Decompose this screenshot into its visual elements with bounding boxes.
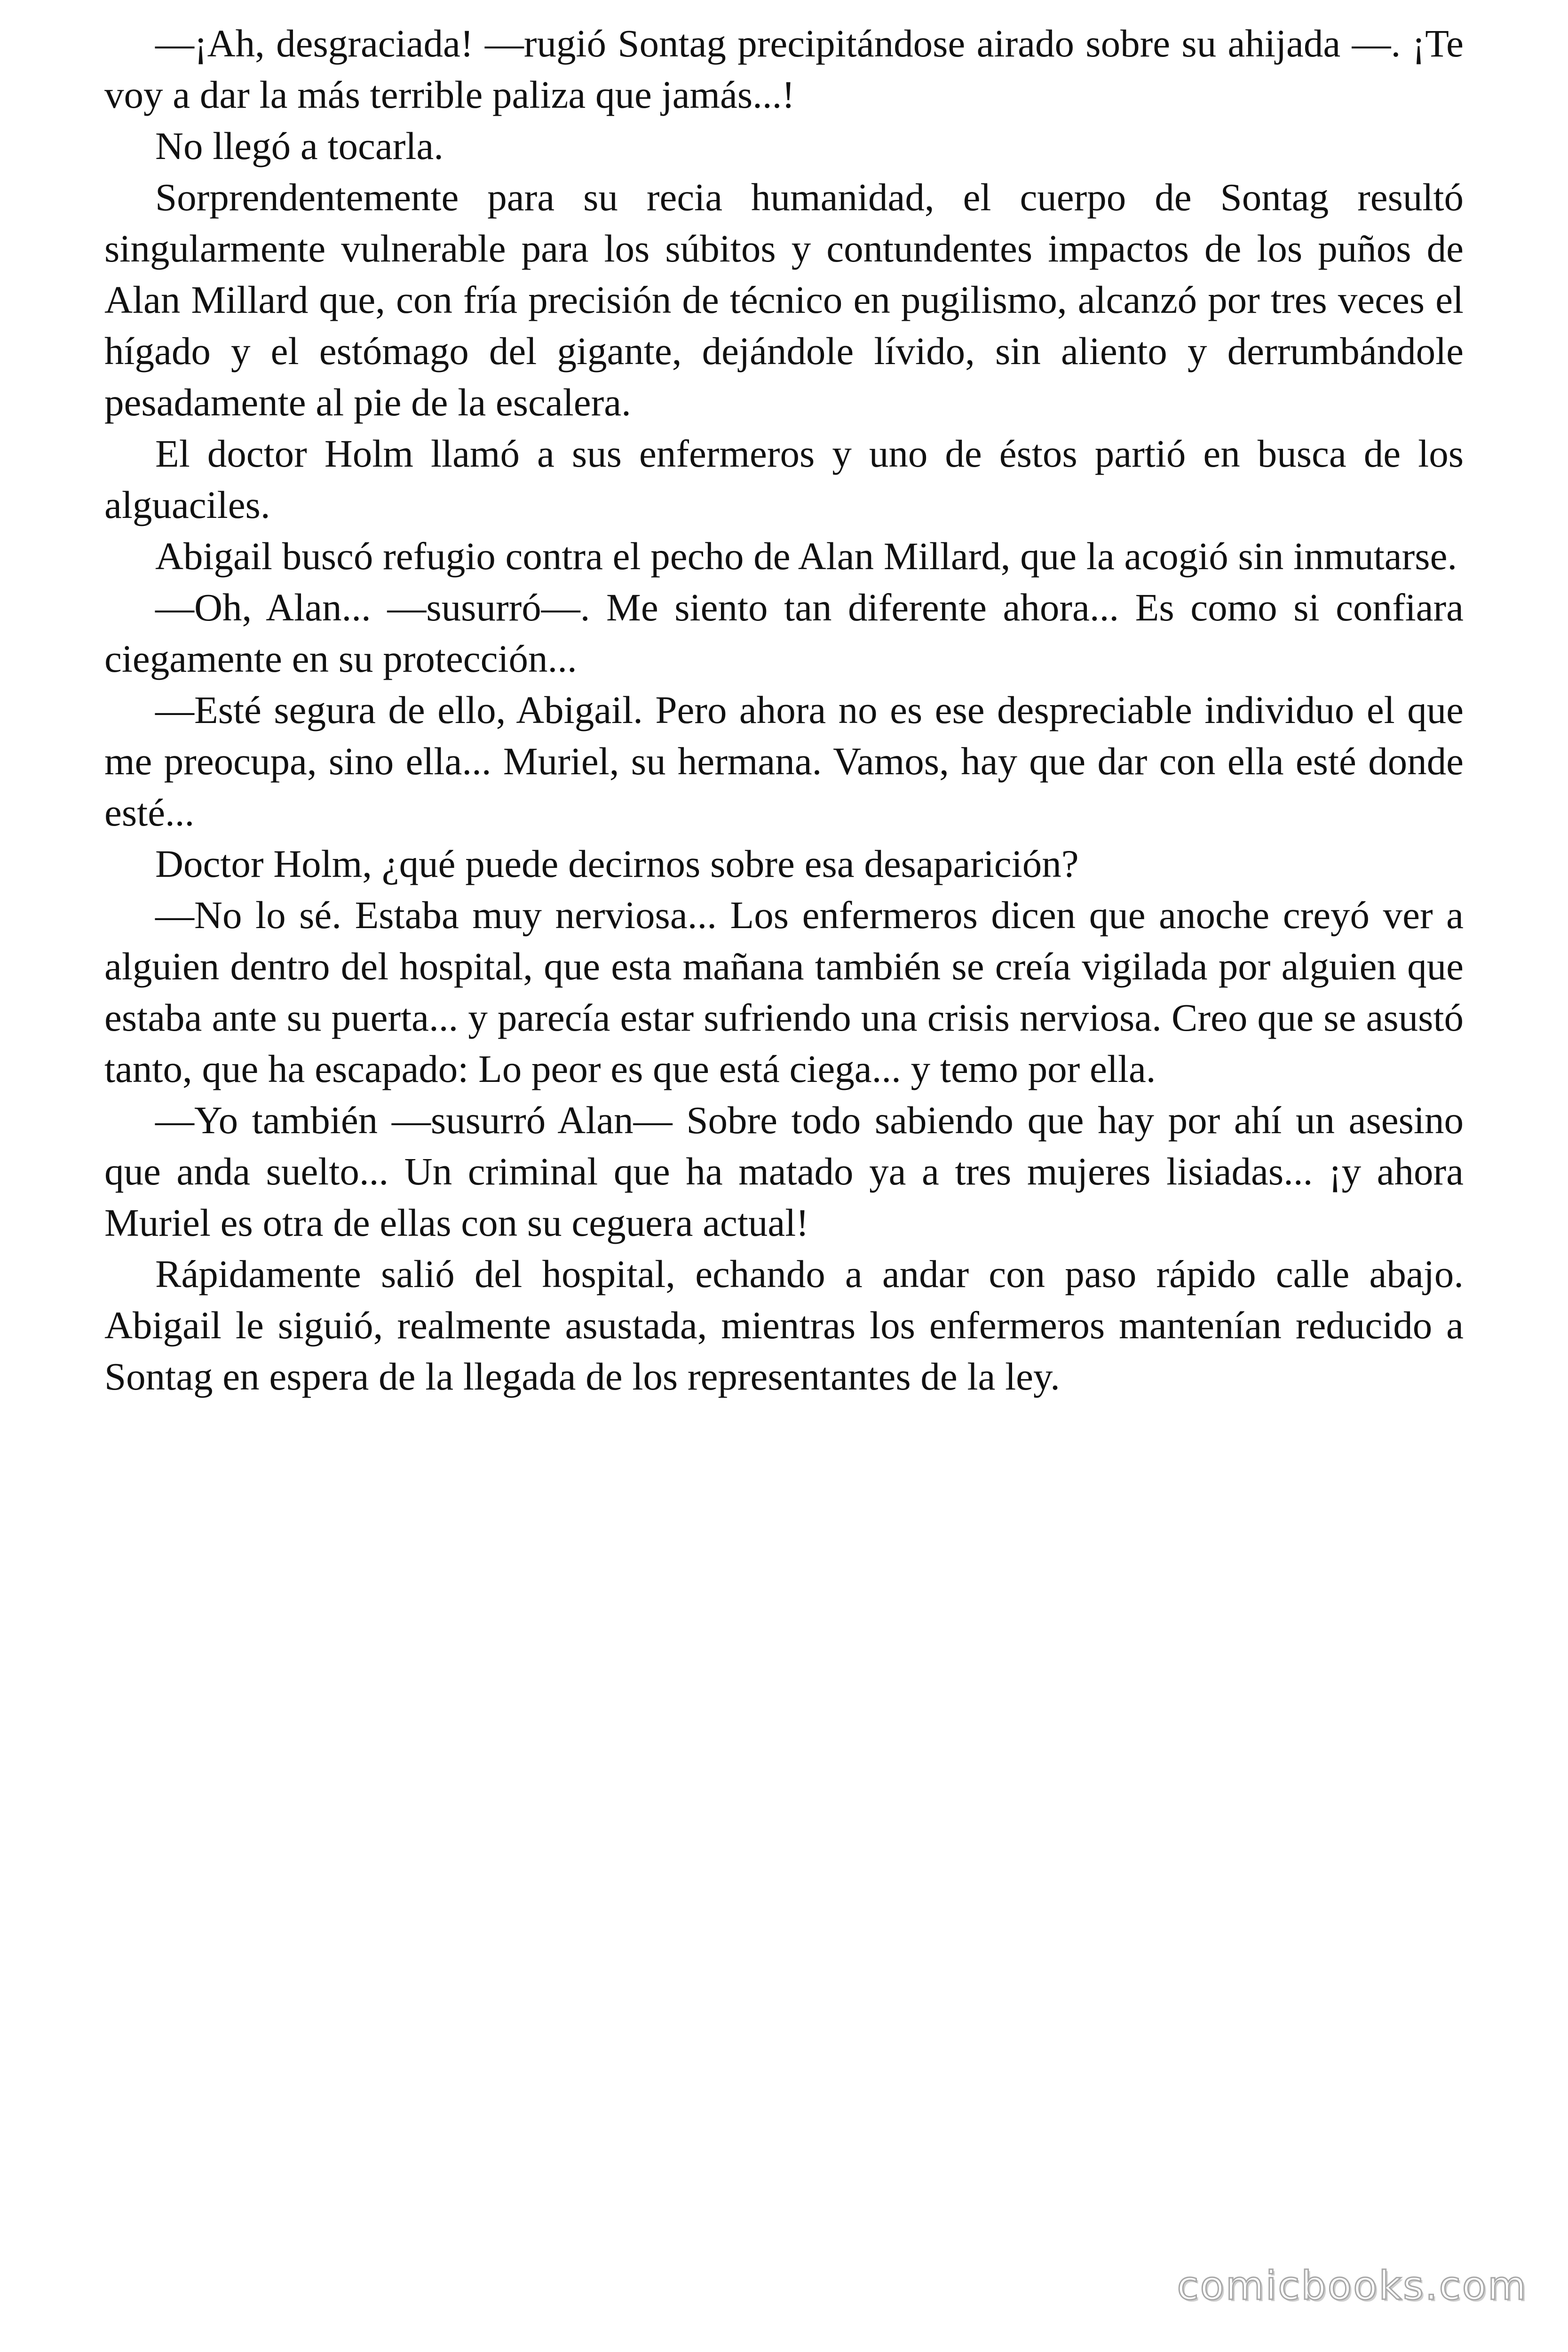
paragraph-6: —Oh, Alan... —susurró—. Me siento tan diferente ahora... Es como si confiara ciegamente en su protección... [104, 586, 1464, 680]
paragraph-8: Doctor Holm, ¿qué puede decirnos sobre esa desaparición? [155, 842, 1079, 885]
paragraph-5: Abigail buscó refugio contra el pecho de Alan Millard, que la acogió sin inmutarse. [155, 534, 1457, 578]
watermark: comicbooks.com [1177, 2263, 1528, 2309]
paragraph-1: —¡Ah, desgraciada! —rugió Sontag precipitándose airado sobre su ahijada —. ¡Te voy a dar la más terrible paliza que jamás...! [104, 22, 1464, 116]
paragraph-10: —Yo también —susurró Alan— Sobre todo sabiendo que hay por ahí un asesino que anda suelto... Un criminal que ha matado ya a tres mujeres lisiadas... ¡y ahora Muriel es otra de ellas con su ceguera actual! [104, 1098, 1464, 1244]
paragraph-7: —Esté segura de ello, Abigail. Pero ahora no es ese despreciable individuo el que me preocupa, sino ella... Muriel, su hermana. Vamos, hay que dar con ella esté donde esté... [104, 688, 1464, 834]
paragraph-3: Sorprendentemente para su recia humanidad, el cuerpo de Sontag resultó singularmente vulnerable para los súbitos y contundentes impactos de los puños de Alan Millard que, con fría precisión de técnico en pugilismo, alcanzó por tres veces el hígado y el estómago del gigante, dejándole lívido, sin aliento y derrumbándole pesadamente al pie de la escalera. [104, 175, 1464, 424]
document-body [104, 18, 1464, 1402]
paragraph-9: —No lo sé. Estaba muy nerviosa... Los enfermeros dicen que anoche creyó ver a alguien dentro del hospital, que esta mañana también se creía vigilada por alguien que estaba ante su puerta... y parecía estar sufriendo una crisis nerviosa. Creo que se asustó tanto, que ha escapado: Lo peor es que está ciega... y temo por ella. [104, 893, 1464, 1090]
paragraph-4: El doctor Holm llamó a sus enfermeros y uno de éstos partió en busca de los alguaciles. [104, 432, 1464, 526]
paragraph-2: No llegó a tocarla. [155, 124, 444, 167]
paragraph-11: Rápidamente salió del hospital, echando a andar con paso rápido calle abajo. Abigail le siguió, realmente asustada, mientras los enfermeros mantenían reducido a Sontag en espera de la llegada de los representantes de la ley. [104, 1252, 1464, 1398]
